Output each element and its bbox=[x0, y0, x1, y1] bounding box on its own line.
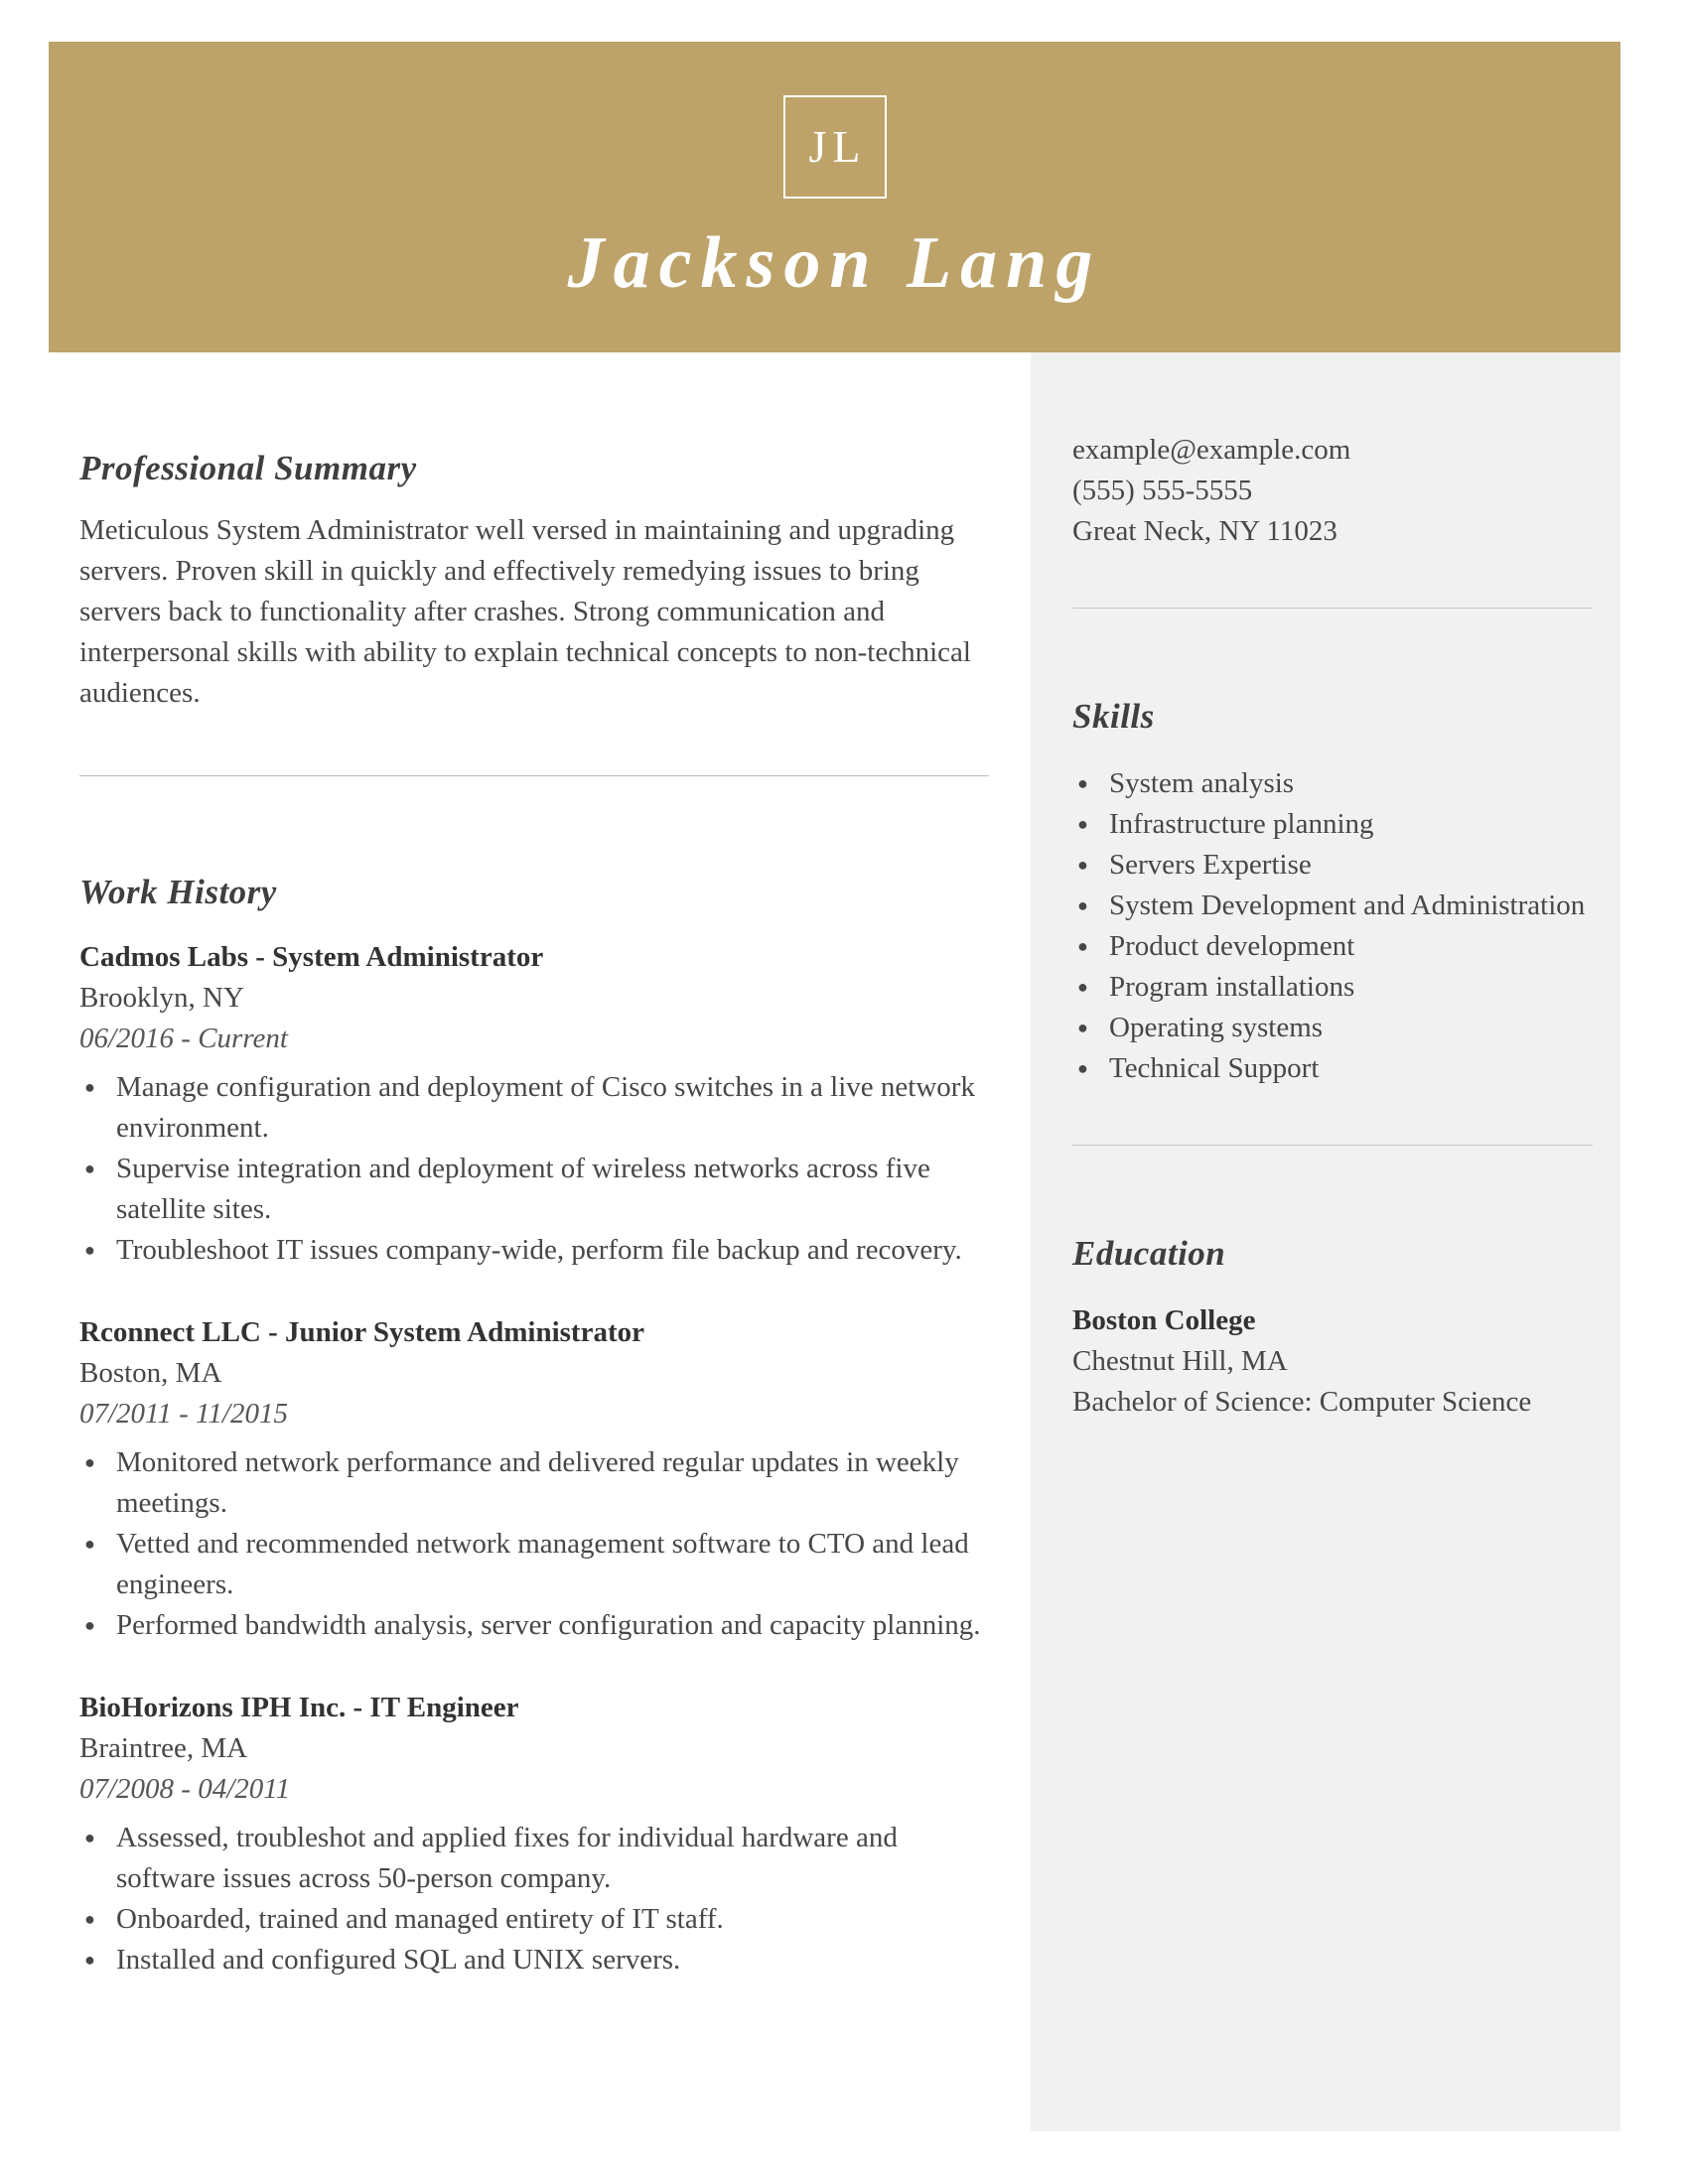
skill-item: ● Product development bbox=[1072, 926, 1593, 967]
work-history-section bbox=[79, 872, 989, 1980]
skills-section bbox=[1072, 696, 1593, 1089]
job-location: Boston, MA bbox=[79, 1357, 222, 1389]
education-degree: Bachelor of Science: Computer Science bbox=[1072, 1386, 1532, 1418]
skill-item: ● Operating systems bbox=[1072, 1008, 1593, 1048]
job-bullet: ● Supervise integration and deployment of wireless networks across five satellite sites. bbox=[79, 1149, 989, 1230]
summary-heading: Professional Summary bbox=[79, 449, 417, 487]
sidebar-divider bbox=[1072, 1145, 1593, 1146]
contact-section bbox=[1072, 430, 1593, 552]
skill-item: ● System Development and Administration bbox=[1072, 886, 1593, 926]
job-dates: 06/2016 - Current bbox=[79, 1023, 288, 1054]
monogram-badge bbox=[783, 95, 887, 199]
skill-item: ● System analysis bbox=[1072, 763, 1593, 804]
sidebar bbox=[1031, 352, 1620, 2131]
job-bullet-list bbox=[79, 1442, 989, 1646]
job-bullet: ● Vetted and recommended network management software to CTO and lead engineers. bbox=[79, 1524, 989, 1605]
job-bullet: ● Performed bandwidth analysis, server configuration and capacity planning. bbox=[79, 1605, 989, 1646]
job-bullet: ● Manage configuration and deployment of Cisco switches in a live network environment. bbox=[79, 1067, 989, 1149]
job-bullet: ● Assessed, troubleshot and applied fixes for individual hardware and software issues across 50-person company. bbox=[79, 1818, 989, 1899]
job-location: Braintree, MA bbox=[79, 1732, 248, 1764]
job-bullet: ● Onboarded, trained and managed entirety of IT staff. bbox=[79, 1899, 989, 1940]
job-entry bbox=[79, 937, 989, 1271]
sidebar-divider bbox=[1072, 608, 1593, 609]
skill-item: ● Infrastructure planning bbox=[1072, 804, 1593, 845]
job-entry bbox=[79, 1688, 989, 1980]
header-band bbox=[49, 42, 1620, 352]
education-location: Chestnut Hill, MA bbox=[1072, 1345, 1288, 1377]
education-school: Boston College bbox=[1072, 1304, 1256, 1336]
job-dates: 07/2008 - 04/2011 bbox=[79, 1773, 291, 1805]
job-title: BioHorizons IPH Inc. - IT Engineer bbox=[79, 1692, 519, 1723]
job-title: Rconnect LLC - Junior System Administrator bbox=[79, 1316, 644, 1348]
monogram-initials: JL bbox=[808, 121, 867, 172]
contact-address: Great Neck, NY 11023 bbox=[1072, 515, 1337, 547]
job-bullet: ● Monitored network performance and delivered regular updates in weekly meetings. bbox=[79, 1442, 989, 1524]
job-dates: 07/2011 - 11/2015 bbox=[79, 1398, 288, 1430]
job-bullet-list bbox=[79, 1067, 989, 1271]
job-entry bbox=[79, 1312, 989, 1646]
summary-section bbox=[79, 448, 989, 714]
contact-email: example@example.com bbox=[1072, 434, 1351, 466]
job-bullet: ● Troubleshoot IT issues company-wide, perform file backup and recovery. bbox=[79, 1230, 989, 1271]
job-title: Cadmos Labs - System Administrator bbox=[79, 941, 544, 973]
education-heading: Education bbox=[1072, 1234, 1226, 1273]
skills-heading: Skills bbox=[1072, 697, 1155, 736]
skill-item: ● Servers Expertise bbox=[1072, 845, 1593, 886]
job-bullet: ● Installed and configured SQL and UNIX servers. bbox=[79, 1940, 989, 1980]
job-bullet-list bbox=[79, 1818, 989, 1980]
skill-item: ● Program installations bbox=[1072, 967, 1593, 1008]
candidate-name: Jackson Lang bbox=[567, 221, 1102, 304]
education-section bbox=[1072, 1233, 1593, 1423]
job-location: Brooklyn, NY bbox=[79, 982, 244, 1014]
main-column bbox=[79, 352, 989, 1980]
skill-item: ● Technical Support bbox=[1072, 1048, 1593, 1089]
work-history-heading: Work History bbox=[79, 873, 277, 911]
section-divider bbox=[79, 775, 989, 776]
skills-list bbox=[1072, 763, 1593, 1089]
contact-phone: (555) 555-5555 bbox=[1072, 475, 1253, 506]
summary-text: Meticulous System Administrator well versed in maintaining and upgrading servers. Proven skill in quickly and effectively remedying issues to bring servers back to functionality after crashes. Strong communication and interpersonal skills with ability to explain technical concepts to non-technical audiences. bbox=[79, 514, 971, 709]
